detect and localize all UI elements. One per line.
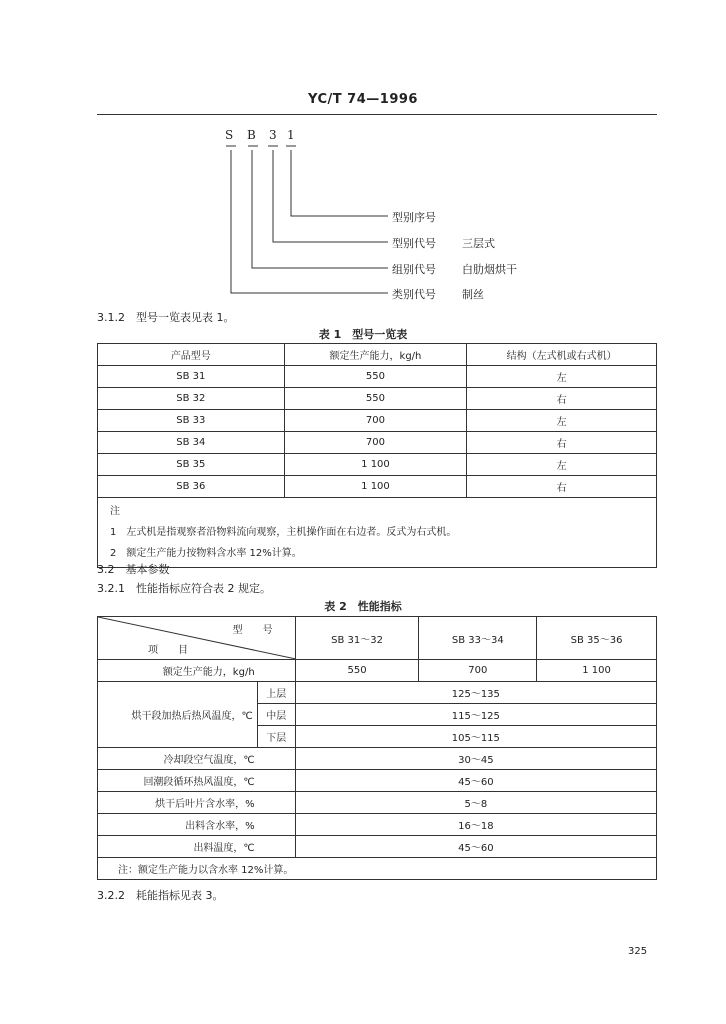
corner-label-item: 项 目 [148, 645, 188, 656]
table-cell: 115～125 [295, 704, 656, 726]
table-row [98, 836, 657, 858]
table-cell: SB 36 [98, 476, 285, 498]
table-row [98, 432, 657, 454]
code-note-category: 制丝 [462, 288, 484, 301]
table1-header-row [98, 344, 657, 366]
table-row [98, 454, 657, 476]
layer-label: 下层 [257, 726, 295, 748]
table1-header-cell: 额定生产能力，kg/h [284, 344, 467, 366]
table-cell: 16～18 [295, 814, 656, 836]
table-cell: 5～8 [295, 792, 656, 814]
section-3-2: 3.2 基本参数 [97, 563, 170, 576]
table-cell: 105～115 [295, 726, 656, 748]
row-label: 冷却段空气温度，℃ [98, 748, 296, 770]
table-cell: 右 [467, 388, 657, 410]
page-header-title: YC/T 74—1996 [308, 92, 418, 107]
code-note-type: 三层式 [462, 237, 495, 250]
code-label-group: 组别代号 [392, 263, 436, 276]
table-cell: 700 [284, 410, 467, 432]
section-3-2-2: 3.2.2 耗能指标见表 3。 [97, 889, 224, 902]
table-cell: 右 [467, 476, 657, 498]
table-cell: 700 [284, 432, 467, 454]
table1-note-2: 2 额定生产能力按物料含水率 12%计算。 [110, 548, 302, 559]
table2-header-cell: SB 31～32 [295, 617, 419, 660]
table-row [98, 366, 657, 388]
code-letter-s: S [225, 128, 234, 142]
table-row [98, 814, 657, 836]
table1-note-1: 1 左式机是指观察者沿物料流向观察，主机操作面在右边者。反式为右式机。 [110, 527, 457, 538]
table2-header-row [98, 617, 657, 660]
section-3-1-2: 3.1.2 型号一览表见表 1。 [97, 311, 235, 324]
table-cell: 550 [295, 660, 419, 682]
table-cell: SB 32 [98, 388, 285, 410]
table-row [98, 388, 657, 410]
table-row [98, 770, 657, 792]
table-row [98, 410, 657, 432]
table-cell: 1 100 [284, 476, 467, 498]
model-code-connector-lines [0, 0, 726, 310]
table-cell: 125～135 [295, 682, 656, 704]
table1-header-cell: 产品型号 [98, 344, 285, 366]
table-cell: 左 [467, 454, 657, 476]
code-letter-b: B [247, 128, 256, 142]
row-label: 回潮段循环热风温度，℃ [98, 770, 296, 792]
table2-performance [97, 616, 657, 880]
table-cell: 45～60 [295, 836, 656, 858]
row-label: 出料温度，℃ [98, 836, 296, 858]
table2-header-cell: SB 33～34 [419, 617, 537, 660]
table-cell: SB 35 [98, 454, 285, 476]
table-cell: 左 [467, 410, 657, 432]
code-label-series: 型别序号 [392, 211, 436, 224]
table-cell: 1 100 [284, 454, 467, 476]
table-row [98, 682, 657, 704]
table1-model-list [97, 343, 657, 568]
table-cell: 30～45 [295, 748, 656, 770]
page-number: 325 [628, 946, 648, 957]
table-row [98, 660, 657, 682]
table-row [98, 476, 657, 498]
table-row [98, 748, 657, 770]
row-label: 出料含水率，% [98, 814, 296, 836]
table-cell: SB 34 [98, 432, 285, 454]
code-note-group: 白肋烟烘干 [462, 263, 517, 276]
table-cell: 550 [284, 366, 467, 388]
table-cell: 700 [419, 660, 537, 682]
row-label: 额定生产能力，kg/h [98, 660, 296, 682]
table-cell: 右 [467, 432, 657, 454]
table-cell: SB 31 [98, 366, 285, 388]
layer-label: 上层 [257, 682, 295, 704]
table1-header-cell: 结构（左式机或右式机） [467, 344, 657, 366]
table2-corner-cell [98, 617, 296, 660]
table-cell: 550 [284, 388, 467, 410]
table-cell: 45～60 [295, 770, 656, 792]
table2-note: 注：额定生产能力以含水率 12%计算。 [98, 858, 657, 880]
code-letter-1: 1 [287, 128, 295, 142]
corner-label-model: 型 号 [232, 625, 273, 636]
table2-header-cell: SB 35～36 [537, 617, 657, 660]
table1-note-heading: 注 [110, 506, 120, 517]
table1-caption: 表 1 型号一览表 [318, 328, 408, 341]
table-cell: 1 100 [537, 660, 657, 682]
layer-label: 中层 [257, 704, 295, 726]
table-row [98, 792, 657, 814]
code-letter-3: 3 [269, 128, 277, 142]
section-3-2-1: 3.2.1 性能指标应符合表 2 规定。 [97, 582, 271, 595]
table1-notes-row [98, 498, 657, 568]
table-cell: 左 [467, 366, 657, 388]
code-label-type: 型别代号 [392, 237, 436, 250]
row-label: 烘干后叶片含水率，% [98, 792, 296, 814]
table2-caption: 表 2 性能指标 [324, 600, 402, 613]
table-cell: SB 33 [98, 410, 285, 432]
table2-note-row [98, 858, 657, 880]
row-label-drying: 烘干段加热后热风温度，℃ [98, 682, 258, 748]
code-label-category: 类别代号 [392, 288, 436, 301]
